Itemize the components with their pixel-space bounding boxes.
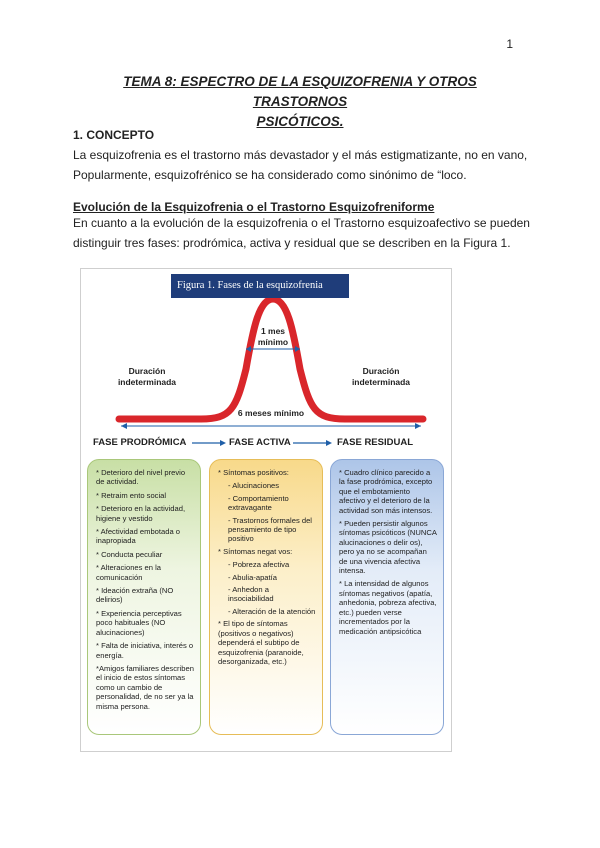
document-title	[90, 72, 510, 132]
active-subitem: - Pobreza afectiva	[228, 560, 290, 570]
phase-active-label: FASE ACTIVA	[229, 437, 291, 448]
figure-phases	[80, 268, 452, 752]
phase-prodromic-label: FASE PRODRÓMICA	[93, 437, 187, 448]
active-item: * Síntomas negat vos:	[218, 546, 293, 556]
prodromic-item: * Deterioro del nivel previo de actividad.	[96, 468, 186, 487]
prodromic-item: * Alteraciones en la comunicación	[96, 563, 162, 582]
evolution-paragraph	[73, 213, 533, 253]
six-months-label: 6 meses mínimo	[237, 408, 305, 418]
title-line-1: TEMA 8: ESPECTRO DE LA ESQUIZOFRENIA Y OTROS TRASTORNOS	[123, 74, 477, 109]
section-heading-concept: 1. CONCEPTO	[73, 128, 155, 142]
active-subitem: - Trastornos formales del pensamiento de tipo positivo	[228, 515, 312, 544]
phase-residual-label: FASE RESIDUAL	[337, 437, 414, 448]
prodromic-item: *Amigos familiares describen el inicio de estos síntomas como un cambio de personalidad, de no ser ya la misma persona.	[96, 663, 194, 711]
active-subitem: - Alteración de la atención	[228, 606, 316, 616]
figure-title: Figura 1. Fases de la esquizofrenia	[171, 274, 349, 298]
prodromic-item: * Conducta peculiar	[96, 549, 163, 559]
concept-paragraph	[73, 145, 533, 185]
concept-line-1: La esquizofrenia es el trastorno más devastador y el más estigmatizante, no en vano,	[73, 148, 528, 162]
bell-curve	[119, 299, 423, 419]
concept-line-2: Popularmente, esquizofrénico se ha considerado como sinónimo de “loco.	[73, 168, 467, 182]
prodromic-item: * Afectividad embotada o inapropiada	[96, 527, 181, 546]
prodromic-item: * Experiencia perceptivas poco habituales (NO alucinaciones)	[96, 608, 182, 637]
title-line-2: PSICÓTICOS.	[256, 114, 344, 129]
peak-label: 1 mes mínimo	[257, 326, 289, 347]
section-heading-evolution: Evolución de la Esquizofrenia o el Trastorno Esquizofreniforme	[73, 200, 435, 214]
residual-item: * La intensidad de algunos síntomas negativos (apatía, anhedonia, pobreza afectiva, etc.) pueden verse incrementados por la medicación antipsicótica	[339, 579, 437, 636]
active-item: * Síntomas positivos:	[218, 468, 289, 477]
active-item: * El tipo de síntomas (positivos o negativos) dependerá el subtipo de esquizofrenia (paranoide, desorganizada, etc.)	[218, 619, 304, 666]
prodromic-item: * Falta de iniciativa, interés o energía.	[96, 641, 194, 660]
prodromic-item: * Retraim ento social	[96, 490, 167, 500]
active-subitem: - Anhedon a insociabilidad	[228, 585, 274, 604]
prodromic-item: * Ideación extraña (NO delirios)	[96, 586, 174, 605]
active-subitem: - Alucinaciones	[228, 481, 280, 491]
right-duration-label: Duración indeterminada	[351, 366, 411, 387]
residual-item: * Pueden persistir algunos síntomas psicóticos (NUNCA alucinaciones o delir os), pero ya no se acompañan de una vivencia afectiva intensa.	[339, 519, 437, 576]
residual-item: * Cuadro clínico parecido a la fase prodrómica, excepto que el embotamiento afectivo y el deterioro de la actividad son más intensos.	[339, 468, 433, 515]
active-box	[209, 459, 323, 735]
page-number: 1	[506, 37, 513, 51]
prodromic-box	[87, 459, 201, 735]
residual-box	[330, 459, 444, 735]
evolution-line-1: En cuanto a la evolución de la esquizofrenia o el Trastorno esquizoafectivo se pueden	[73, 216, 530, 230]
evolution-line-2: distinguir tres fases: prodrómica, activa y residual que se describen en la Figura 1.	[73, 236, 511, 250]
prodromic-item: * Deterioro en la actividad, higiene y vestido	[96, 504, 186, 523]
active-subitem: - Abulia-apatía	[228, 572, 277, 582]
active-subitem: - Comportamiento extravagante	[228, 493, 289, 513]
left-duration-label: Duración indeterminada	[117, 366, 177, 387]
